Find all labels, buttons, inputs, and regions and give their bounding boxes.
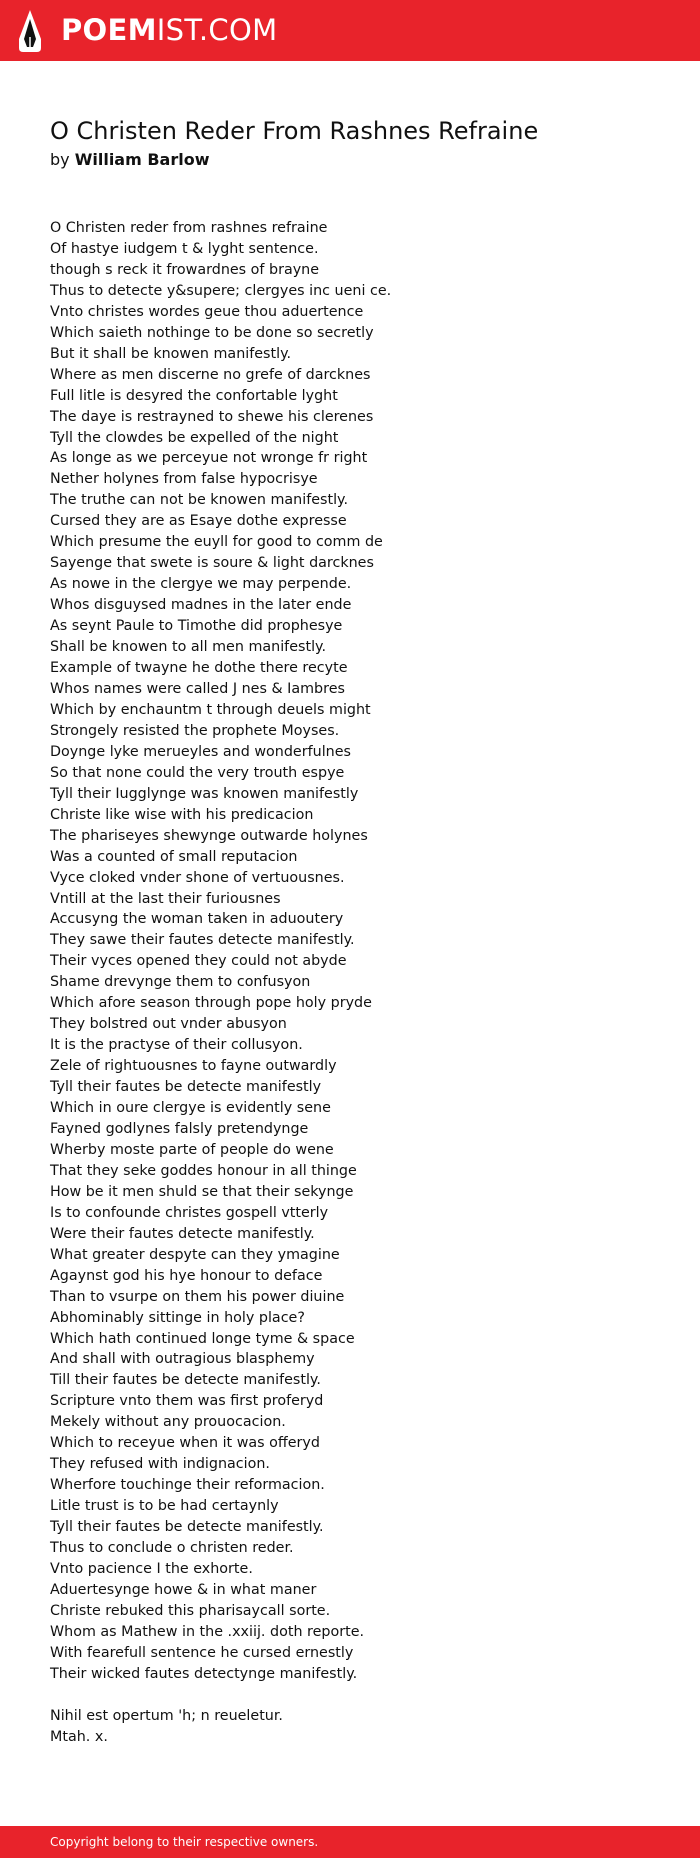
poem-line: They bolstred out vnder abusyon — [50, 1016, 287, 1033]
poem-line: Vnto pacience I the exhorte. — [50, 1561, 253, 1577]
by-label: by — [50, 150, 70, 169]
poem-line: Aduertesynge howe & in what maner — [50, 1581, 317, 1598]
poem-line: though s reck it frowardnes of brayne — [50, 261, 320, 278]
poem-line: The daye is restrayned to shewe his clerenes — [50, 408, 374, 425]
poem-line: Tyll their Iugglynge was knowen manifestly — [50, 785, 359, 802]
poem-line: Thus to conclude o christen reder. — [50, 1540, 294, 1557]
poem-line: Vntill at the last their furiousnes — [50, 890, 281, 907]
poem-line: Thus to detecte y&supere; clergyes inc ueni ce. — [50, 282, 392, 299]
poem-line: Mtah. x. — [50, 1728, 108, 1745]
poem-line: Which presume the euyll for good to comm de — [50, 534, 383, 551]
poem-line: Were their fautes detecte manifestly. — [50, 1225, 315, 1242]
poem-line: How be it men shuld se that their sekynge — [50, 1183, 354, 1200]
poem-line: And shall with outragious blasphemy — [50, 1351, 315, 1368]
copyright-text: Copyright belong to their respective owners. — [50, 1835, 319, 1849]
poem-line: As longe as we perceyue not wronge fr right — [50, 450, 368, 467]
poem-line: Which afore season through pope holy pryde — [50, 995, 372, 1012]
logo-text-light: IST.COM — [156, 13, 278, 47]
poem-line: Whos disguysed madnes in the later ende — [50, 597, 352, 614]
poem-line: Till their fautes be detecte manifestly. — [50, 1372, 321, 1389]
poem-line: O Christen reder from rashnes refraine — [50, 220, 328, 236]
poem-line: Cursed they are as Esaye dothe expresse — [50, 513, 347, 530]
poem-line: Tyll the clowdes be expelled of the night — [50, 429, 339, 446]
poem-line: Christe rebuked this pharisaycall sorte. — [50, 1602, 331, 1619]
poem-line: Vyce cloked vnder shone of vertuousnes. — [50, 869, 345, 886]
poem-line: Christe like wise with his predicacion — [50, 806, 314, 823]
poem-line: They refused with indignacion. — [50, 1456, 270, 1473]
poem-line: Which hath continued longe tyme & space — [50, 1330, 355, 1347]
poem-line: Whos names were called J nes & Iambres — [50, 680, 345, 697]
poem-line: The truthe can not be knowen manifestly. — [50, 492, 349, 509]
poem-header — [50, 114, 670, 172]
quill-pen-nib-icon — [17, 9, 43, 53]
poem-line: As seynt Paule to Timothe did prophesye — [50, 618, 343, 635]
poem-line: Which saieth nothinge to be done so secretly — [50, 324, 374, 341]
poem-line: Shall be knowen to all men manifestly. — [50, 639, 327, 656]
poem-line: Fayned godlynes falsly pretendynge — [50, 1120, 309, 1137]
poem-line: Which to receyue when it was offeryd — [50, 1435, 320, 1452]
poem-line: Was a counted of small reputacion — [50, 848, 298, 865]
poem-line: Than to vsurpe on them his power diuine — [50, 1288, 345, 1305]
poem-byline — [50, 148, 670, 172]
poem-line: The phariseyes shewynge outwarde holynes — [50, 827, 368, 844]
stanza-break — [50, 1685, 670, 1706]
poem-line: Wherfore touchinge their reformacion. — [50, 1477, 325, 1494]
poem-line: Shame drevynge them to confusyon — [50, 974, 311, 991]
poem-line: Which by enchauntm t through deuels might — [50, 701, 371, 718]
author-link[interactable]: William Barlow — [74, 150, 210, 169]
poem-line: Scripture vnto them was first proferyd — [50, 1393, 324, 1410]
poem-line: Tyll their fautes be detecte manifestly — [50, 1079, 322, 1096]
poem-line: Strongely resisted the prophete Moyses. — [50, 722, 340, 739]
poem-line: That they seke goddes honour in all thinge — [50, 1162, 357, 1179]
poem-line: Whom as Mathew in the .xxiij. doth reporte. — [50, 1623, 365, 1640]
poem-line: Doynge lyke merueyles and wonderfulnes — [50, 743, 351, 760]
logo-text-bold: POEM — [61, 13, 157, 47]
site-header — [0, 0, 700, 61]
poem-line: So that none could the very trouth espye — [50, 764, 345, 781]
site-logo-text — [61, 13, 278, 47]
poem-line: It is the practyse of their collusyon. — [50, 1037, 303, 1054]
poem-line: Is to confounde christes gospell vtterly — [50, 1204, 329, 1221]
poem-line: Nether holynes from false hypocrisye — [50, 471, 318, 488]
poem-body — [50, 218, 670, 1748]
poem-line: Agaynst god his hye honour to deface — [50, 1267, 323, 1284]
poem-line: Full litle is desyred the confortable lyght — [50, 387, 338, 404]
site-footer — [0, 1826, 700, 1858]
poem-line: Mekely without any prouocacion. — [50, 1414, 286, 1431]
poem-line: Their vyces opened they could not abyde — [50, 953, 347, 970]
poem-title: O Christen Reder From Rashnes Refraine — [50, 117, 539, 145]
poem-line: They sawe their fautes detecte manifestly. — [50, 932, 355, 949]
poem-line: Of hastye iudgem t & lyght sentence. — [50, 240, 319, 257]
poem-line: Vnto christes wordes geue thou aduertence — [50, 303, 364, 320]
poem-line: Nihil est opertum 'h; n reueletur. — [50, 1707, 283, 1724]
poem-line: With fearefull sentence he cursed ernestly — [50, 1644, 354, 1661]
site-logo-link[interactable] — [17, 9, 277, 53]
poem-line: Sayenge that swete is soure & light darcknes — [50, 555, 374, 572]
poem-line: As nowe in the clergye we may perpende. — [50, 576, 352, 593]
poem-line: But it shall be knowen manifestly. — [50, 345, 292, 362]
poem-line: Which in oure clergye is evidently sene — [50, 1100, 331, 1117]
poem-line: Wherby moste parte of people do wene — [50, 1141, 334, 1158]
poem-line: Their wicked fautes detectynge manifestly. — [50, 1665, 358, 1682]
poem-line: Litle trust is to be had certaynly — [50, 1498, 279, 1515]
poem-line: Abhominably sittinge in holy place? — [50, 1309, 305, 1326]
poem-line: Zele of rightuousnes to fayne outwardly — [50, 1058, 337, 1075]
poem-line: Where as men discerne no grefe of darcknes — [50, 366, 371, 383]
poem-line: Example of twayne he dothe there recyte — [50, 660, 348, 677]
poem-line: Accusyng the woman taken in aduoutery — [50, 911, 344, 928]
poem-line: Tyll their fautes be detecte manifestly. — [50, 1519, 324, 1536]
poem-line: What greater despyte can they ymagine — [50, 1246, 340, 1263]
